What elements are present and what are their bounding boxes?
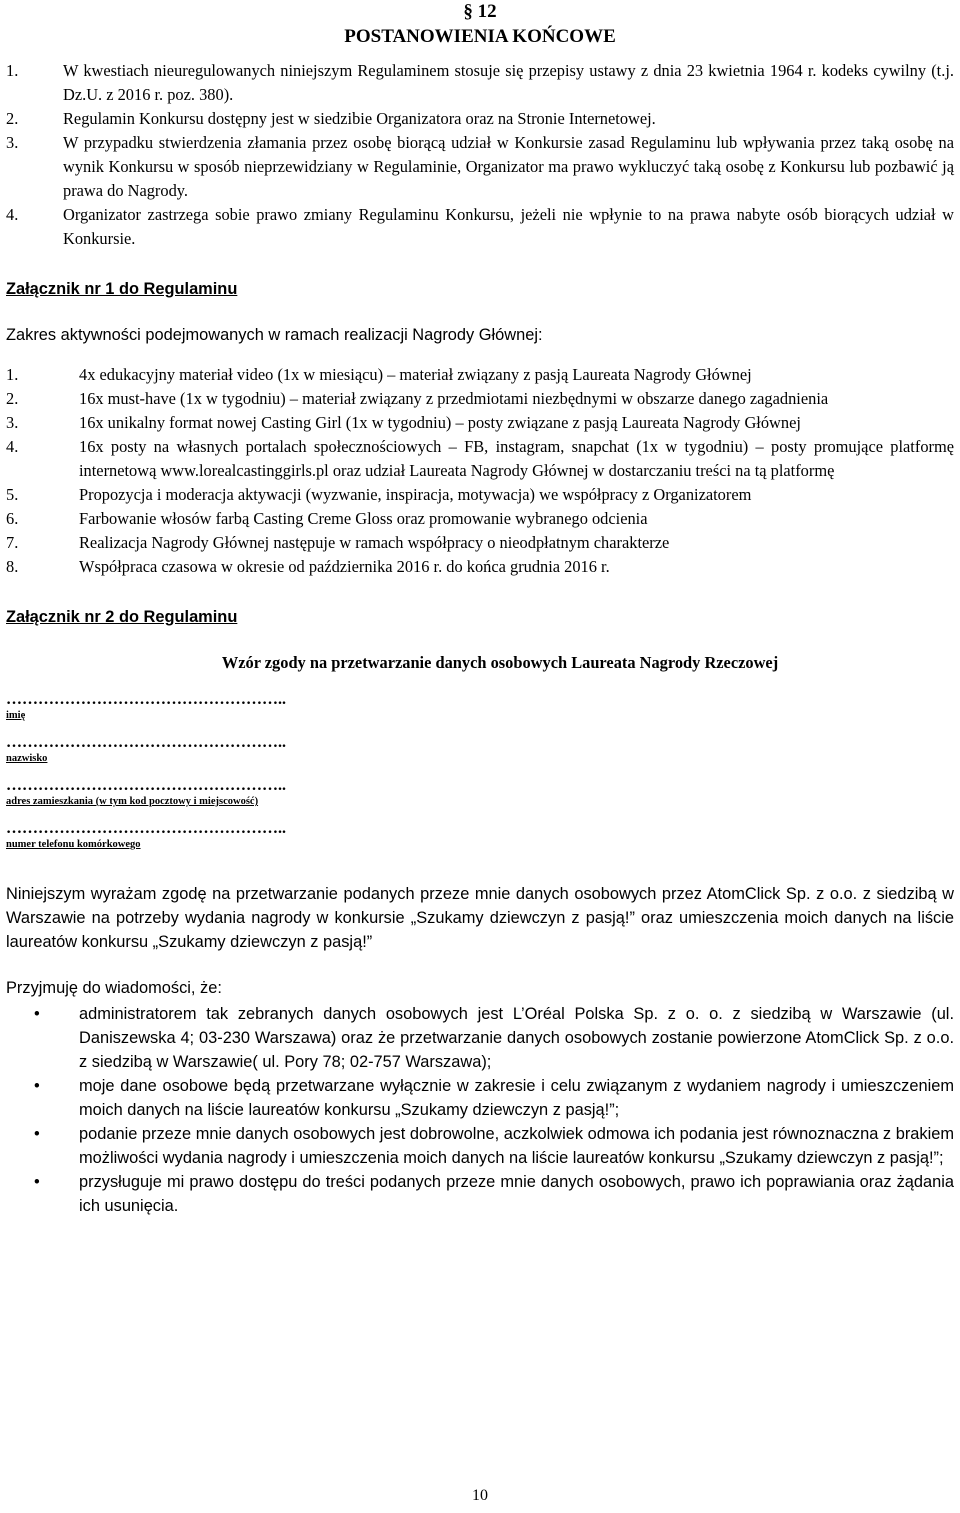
field-first-name: …………………………………………….. imię [6, 691, 286, 721]
bullet-icon: • [34, 1077, 40, 1095]
acknowledgement-intro: Przyjmuję do wiadomości, że: [6, 979, 222, 997]
list-item: 6. Farbowanie włosów farbą Casting Creme Gloss oraz promowanie wybranego odcienia [6, 509, 648, 528]
final-provisions-list [6, 59, 954, 251]
bullet-icon: • [34, 1125, 40, 1143]
annex2-title: Załącznik nr 2 do Regulaminu [6, 608, 238, 626]
list-item: 5. Propozycja i moderacja aktywacji (wyzwanie, inspiracja, motywacja) we współpracy z Organizatorem [6, 485, 752, 504]
list-item: 4. 16x posty na własnych portalach społecznościowych – FB, instagram, snapchat (1x w tygodniu) – posty promujące platformę internetową www.lorealcastinggirls.pl oraz udział Laureata Nagrody Głównej w dostarczaniu treści na tą platformę [6, 437, 954, 480]
list-item: 4. Organizator zastrzega sobie prawo zmiany Regulaminu Konkursu, jeżeli nie wpłynie to na prawa nabyte osób biorących udział w Konkursie. [6, 205, 954, 248]
acknowledgement-list [6, 1002, 954, 1218]
form-fields [6, 691, 954, 852]
field-last-name: …………………………………………….. nazwisko [6, 734, 286, 764]
list-item: • administratorem tak zebranych danych osobowych jest L’Oréal Polska Sp. z o. o. z siedzibą w Warszawie (ul. Daniszewska 4; 03-230 Warszawa) oraz że przetwarzanie danych osobowych zostanie powierzone AtomClick Sp. z o.o. z siedzibą w Warszawie( ul. Pory 78; 02-757 Warszawa); [6, 1002, 954, 1074]
page-number: 10 [472, 1487, 488, 1504]
list-item: • podanie przeze mnie danych osobowych jest dobrowolne, aczkolwiek odmowa ich podania jest równoznaczna z brakiem możliwości wydania nagrody i umieszczenia moich danych na liście laureatów konkursu „Szukamy dziewczyn z pasją!”; [6, 1122, 954, 1170]
section-number: § 12 [463, 1, 497, 22]
list-item: 1. 4x edukacyjny materiał video (1x w miesiącu) – materiał związany z pasją Laureata Nagrody Głównej [6, 365, 752, 384]
list-item: 7. Realizacja Nagrody Głównej następuje w ramach współpracy o nieodpłatnym charakterze [6, 533, 670, 552]
bullet-icon: • [34, 1173, 40, 1191]
list-item: 3. W przypadku stwierdzenia złamania przez osobę biorącą udział w Konkursie zasad Regulaminu lub wpływania przez taką osobę na wynik Konkursu w sposób nieprzewidziany w Regulaminie, Organizator ma prawo wykluczyć taką osobę z Konkursu lub pozbawić ją prawa do Nagrody. [6, 133, 954, 200]
annex1-list [6, 363, 954, 579]
annex1-intro: Zakres aktywności podejmowanych w ramach realizacji Nagrody Głównej: [6, 326, 543, 344]
list-item: 1. W kwestiach nieuregulowanych niniejszym Regulaminem stosuje się przepisy ustawy z dnia 23 kwietnia 1964 r. kodeks cywilny (t.j. Dz.U. z 2016 r. poz. 380). [6, 61, 954, 104]
consent-form-title: Wzór zgody na przetwarzanie danych osobowych Laureata Nagrody Rzeczowej [221, 653, 779, 672]
section-title: POSTANOWIENIA KOŃCOWE [344, 26, 616, 47]
field-phone: …………………………………………….. numer telefonu komórkowego [6, 820, 286, 850]
document-page [6, 0, 954, 1218]
list-item: • przysługuje mi prawo dostępu do treści podanych przeze mnie danych osobowych, prawo ich poprawiania oraz żądania ich usunięcia. [6, 1170, 954, 1218]
list-item: 2. 16x must-have (1x w tygodniu) – materiał związany z przedmiotami niezbędnymi w obszarze danego zagadnienia [6, 389, 829, 408]
bullet-icon: • [34, 1005, 40, 1023]
list-item: • moje dane osobowe będą przetwarzane wyłącznie w zakresie i celu związanym z wydaniem nagrody i umieszczeniem moich danych na liście laureatów konkursu „Szukamy dziewczyn z pasją!”; [6, 1074, 954, 1122]
annex1-title: Załącznik nr 1 do Regulaminu [6, 280, 238, 298]
field-address: …………………………………………….. adres zamieszkania (w tym kod pocztowy i miejscowość) [6, 777, 286, 807]
list-item: 8. Współpraca czasowa w okresie od października 2016 r. do końca grudnia 2016 r. [6, 557, 610, 576]
consent-paragraph: Niniejszym wyrażam zgodę na przetwarzanie podanych przeze mnie danych osobowych przez AtomClick Sp. z o.o. z siedzibą w Warszawie na potrzeby wydania nagrody w konkursie „Szukamy dziewczyn z pasją!” oraz umieszczenia moich danych na liście laureatów konkursu „Szukamy dziewczyn z pasją!” [6, 885, 954, 951]
list-item: 3. 16x unikalny format nowej Casting Girl (1x w tygodniu) – posty związane z pasją Laureata Nagrody Głównej [6, 413, 801, 432]
list-item: 2. Regulamin Konkursu dostępny jest w siedzibie Organizatora oraz na Stronie Internetowej. [6, 109, 656, 128]
